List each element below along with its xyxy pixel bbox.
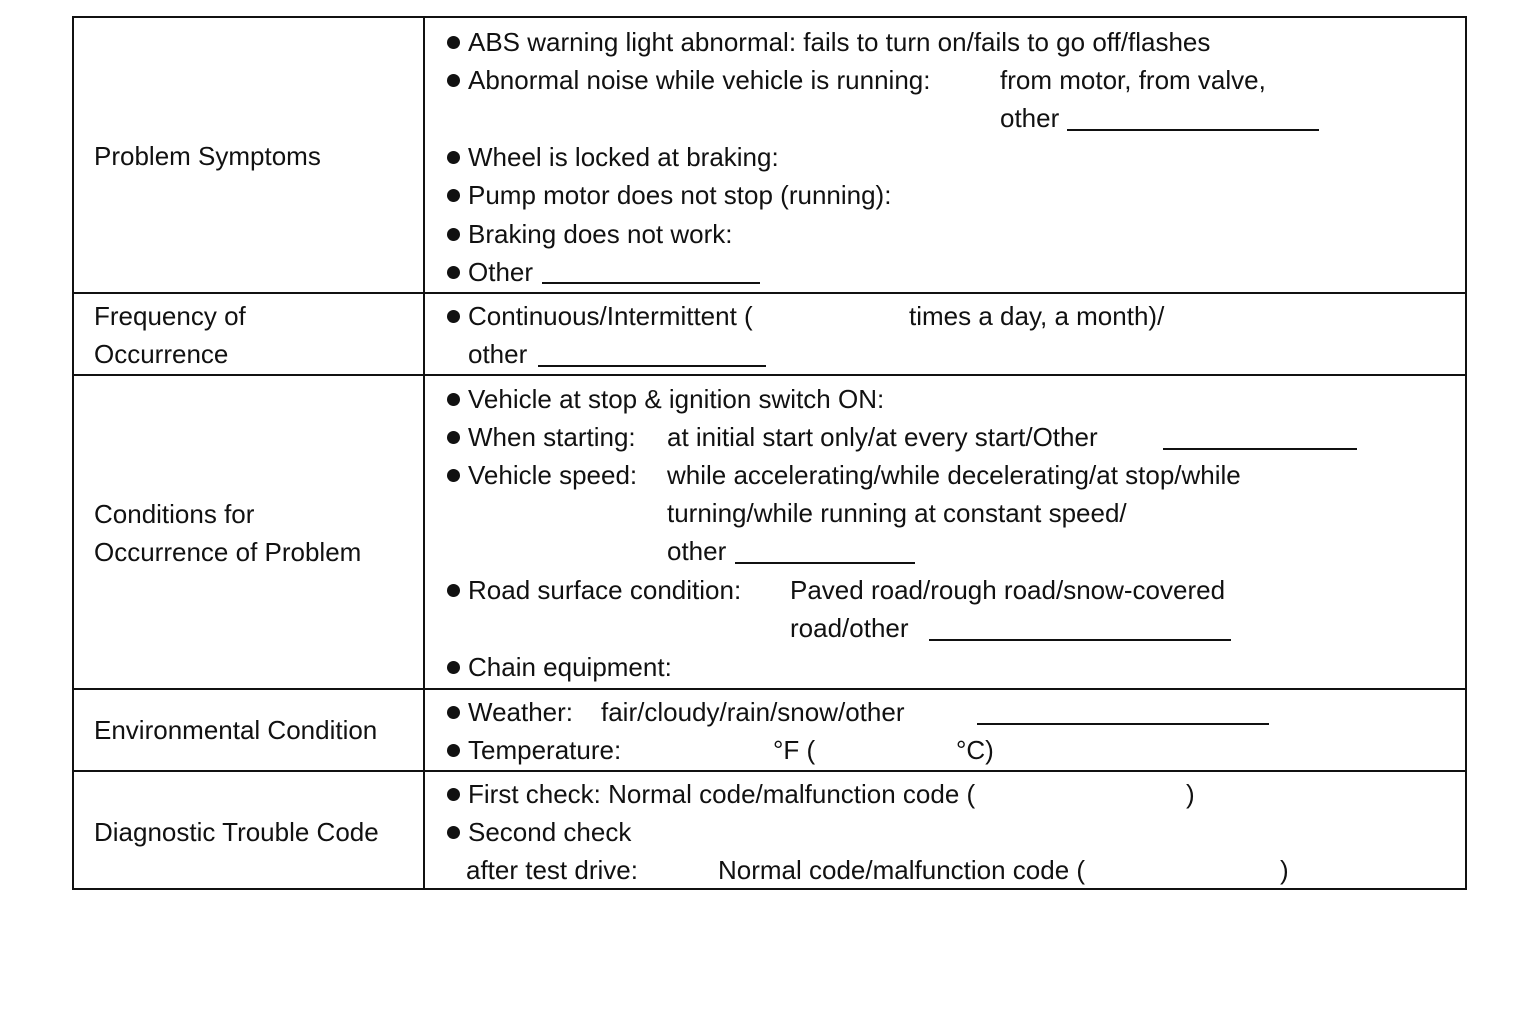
column-divider xyxy=(423,18,425,888)
symptom-wheel-locked: Wheel is locked at braking: xyxy=(468,142,779,172)
starting-options: at initial start only/at every start/Other xyxy=(667,422,1098,452)
bullet-icon xyxy=(447,706,460,719)
symptom-braking: Braking does not work: xyxy=(468,219,733,249)
symptom-abnormal-noise: Abnormal noise while vehicle is running: xyxy=(468,65,931,95)
bullet-icon xyxy=(447,151,460,164)
weather-other-blank[interactable] xyxy=(977,723,1269,725)
dtc-after-test-drive: after test drive: xyxy=(466,855,638,885)
condition-when-starting: When starting: xyxy=(468,422,636,452)
speed-options-line1: while accelerating/while decelerating/at stop/while xyxy=(667,460,1241,490)
diagnosis-form-table xyxy=(72,16,1467,890)
condition-road-surface: Road surface condition: xyxy=(468,575,742,605)
dtc-first-check: First check: Normal code/malfunction code ( xyxy=(468,779,976,809)
bullet-icon xyxy=(447,744,460,757)
road-other-blank[interactable] xyxy=(929,639,1231,641)
bullet-icon xyxy=(447,74,460,87)
dtc-first-close: ) xyxy=(1186,779,1195,809)
weather-options: fair/cloudy/rain/snow/other xyxy=(601,697,905,727)
starting-other-blank[interactable] xyxy=(1163,448,1357,450)
speed-options-line2: turning/while running at constant speed/ xyxy=(667,498,1127,528)
row-divider-1 xyxy=(74,292,1465,294)
noise-other-blank[interactable] xyxy=(1067,129,1319,131)
frequency-other-label: other xyxy=(468,339,528,369)
bullet-icon xyxy=(447,788,460,801)
environment-temperature: Temperature: xyxy=(468,735,622,765)
noise-options: from motor, from valve, xyxy=(1000,65,1266,95)
symptom-pump-motor: Pump motor does not stop (running): xyxy=(468,180,892,210)
row-divider-3 xyxy=(74,688,1465,690)
bullet-icon xyxy=(447,826,460,839)
label-frequency-line1: Frequency of xyxy=(94,301,246,331)
noise-other-label: other xyxy=(1000,103,1060,133)
environment-weather: Weather: xyxy=(468,697,574,727)
dtc-second-options: Normal code/malfunction code ( xyxy=(718,855,1086,885)
bullet-icon xyxy=(447,310,460,323)
temperature-fahrenheit: °F ( xyxy=(773,735,816,765)
frequency-times: times a day, a month)/ xyxy=(909,301,1165,331)
condition-chain-equipment: Chain equipment: xyxy=(468,652,672,682)
temperature-celsius: °C) xyxy=(956,735,994,765)
label-conditions-line1: Conditions for xyxy=(94,499,255,529)
bullet-icon xyxy=(447,469,460,482)
row-divider-2 xyxy=(74,374,1465,376)
label-environmental-condition: Environmental Condition xyxy=(94,715,378,745)
road-options-line2: road/other xyxy=(790,613,909,643)
bullet-icon xyxy=(447,36,460,49)
label-diagnostic-trouble-code: Diagnostic Trouble Code xyxy=(94,817,379,847)
bullet-icon xyxy=(447,661,460,674)
bullet-icon xyxy=(447,189,460,202)
bullet-icon xyxy=(447,393,460,406)
condition-vehicle-speed: Vehicle speed: xyxy=(468,460,638,490)
symptom-other-blank[interactable] xyxy=(542,282,760,284)
bullet-icon xyxy=(447,431,460,444)
frequency-other-blank[interactable] xyxy=(538,365,766,367)
condition-vehicle-stop: Vehicle at stop & ignition switch ON: xyxy=(468,384,885,414)
label-frequency-line2: Occurrence xyxy=(94,339,229,369)
dtc-second-close: ) xyxy=(1280,855,1289,885)
symptom-abs-warning: ABS warning light abnormal: fails to turn on/fails to go off/flashes xyxy=(468,27,1211,57)
frequency-continuous: Continuous/Intermittent ( xyxy=(468,301,753,331)
symptom-other-label: Other xyxy=(468,257,534,287)
label-problem-symptoms: Problem Symptoms xyxy=(94,141,321,171)
dtc-second-check: Second check xyxy=(468,817,632,847)
row-divider-4 xyxy=(74,770,1465,772)
speed-other-label: other xyxy=(667,536,727,566)
bullet-icon xyxy=(447,266,460,279)
road-options-line1: Paved road/rough road/snow-covered xyxy=(790,575,1226,605)
speed-other-blank[interactable] xyxy=(735,562,915,564)
bullet-icon xyxy=(447,228,460,241)
label-conditions-line2: Occurrence of Problem xyxy=(94,537,362,567)
bullet-icon xyxy=(447,584,460,597)
